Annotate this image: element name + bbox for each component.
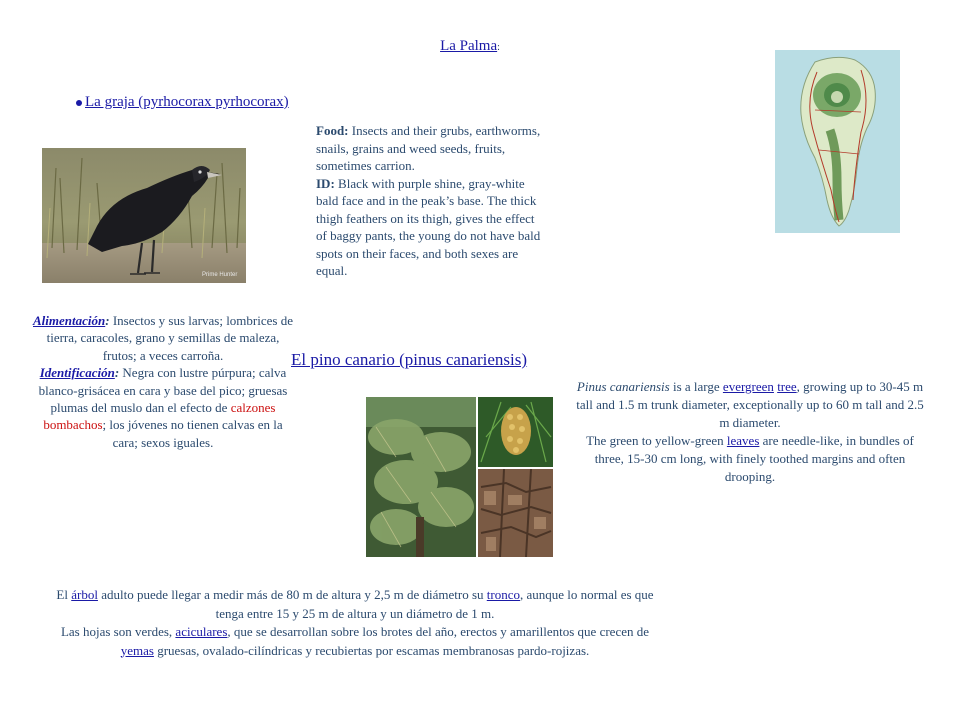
leaves-link[interactable]: leaves bbox=[726, 433, 760, 448]
tree-link[interactable]: tree bbox=[777, 379, 797, 394]
crow-heading bbox=[76, 94, 289, 111]
pine-spanish-text bbox=[50, 586, 660, 660]
evergreen-link[interactable]: evergreen bbox=[722, 379, 774, 394]
pine-es-text-1c: , aunque lo normal es que tenga entre 15 y 25 m de altura y un diámetro de 1 m. bbox=[215, 587, 654, 621]
food-text: Insects and their grubs, earthworms, snails, grains and weed seeds, fruits, sometimes carrion. bbox=[316, 123, 541, 173]
pine-es-text-1b: adulto puede llegar a medir más de 80 m de altura y 2,5 m de diámetro su bbox=[97, 587, 487, 602]
crow-photo bbox=[42, 148, 246, 283]
pine-es-text-1a: El bbox=[56, 587, 72, 602]
pine-heading bbox=[291, 350, 527, 370]
island-map bbox=[775, 50, 900, 233]
alimentacion-link[interactable]: Alimentación bbox=[33, 313, 106, 328]
crow-spanish-text bbox=[32, 312, 294, 451]
pine-es-text-2b: , que se desarrollan sobre los brotes del año, erectos y amarillentos que crecen de bbox=[227, 624, 650, 639]
pine-en-text-2b: are needle-like, in bundles of three, 15-30 cm long, with finely toothed margins and often drooping. bbox=[594, 433, 914, 484]
pine-en-text-1a: is a large bbox=[669, 379, 723, 394]
aciculares-link[interactable]: aciculares bbox=[175, 624, 228, 639]
identificacion-text-b: ; los jóvenes no tienen calvas en la cara; sexos iguales. bbox=[102, 417, 283, 450]
island-map-drawing bbox=[775, 50, 900, 233]
crow-photo-drawing bbox=[42, 148, 246, 283]
pine-es-text-2c: gruesas, ovalado-cilíndricas y recubiertas por escamas membranosas pardo-rojizas. bbox=[153, 642, 590, 658]
food-label: Food: bbox=[316, 123, 349, 138]
pine-photos bbox=[366, 397, 553, 557]
pinus-italic: Pinus canariensis bbox=[576, 379, 670, 394]
alimentacion-text: Insectos y sus larvas; lombrices de tierra, caracoles, grano y semillas de maleza, frutos; a veces carroña. bbox=[46, 313, 293, 363]
pine-en-text-2a: The green to yellow-green bbox=[586, 433, 727, 448]
pine-heading-link[interactable]: El pino canario (pinus canariensis) bbox=[291, 350, 528, 369]
photo-watermark: Prime Hunter bbox=[202, 272, 238, 278]
identificacion-link[interactable]: Identificación bbox=[39, 365, 115, 381]
crow-heading-link[interactable]: La graja (pyrhocorax pyrhocorax) bbox=[85, 94, 289, 110]
pine-photos-drawing bbox=[366, 397, 553, 557]
pine-english-text bbox=[572, 378, 928, 486]
bullet-icon bbox=[76, 100, 82, 106]
title-colon: : bbox=[497, 42, 500, 53]
identificacion-colon: : bbox=[114, 365, 123, 381]
title-link[interactable]: La Palma bbox=[440, 38, 498, 54]
tronco-link[interactable]: tronco bbox=[486, 587, 520, 602]
pine-en-text-1b: , growing up to 30-45 m tall and 1.5 m trunk diameter, exceptionally up to 60 m tall and 2.5 m diameter. bbox=[576, 379, 924, 430]
arbol-link[interactable]: árbol bbox=[71, 587, 98, 602]
yemas-link[interactable]: yemas bbox=[120, 642, 154, 658]
pine-es-text-2a: Las hojas son verdes, bbox=[60, 624, 176, 639]
id-text: Black with purple shine, gray-white bald face and in the peak’s base. The thick thigh feathers on its thigh, gives the effect of baggy pants, the young do not have bald spots on their faces, and both sexes are equal. bbox=[316, 175, 541, 278]
id-label: ID: bbox=[316, 175, 335, 191]
crow-english-text bbox=[316, 122, 544, 280]
identificacion-text-a: Negra con lustre púrpura; calva blanco-grisácea en cara y base del pico; gruesas plumas del muslo dan el efecto de bbox=[38, 365, 288, 416]
calzones-highlight: calzones bombachos bbox=[43, 400, 276, 433]
alimentacion-colon: : bbox=[105, 313, 113, 328]
